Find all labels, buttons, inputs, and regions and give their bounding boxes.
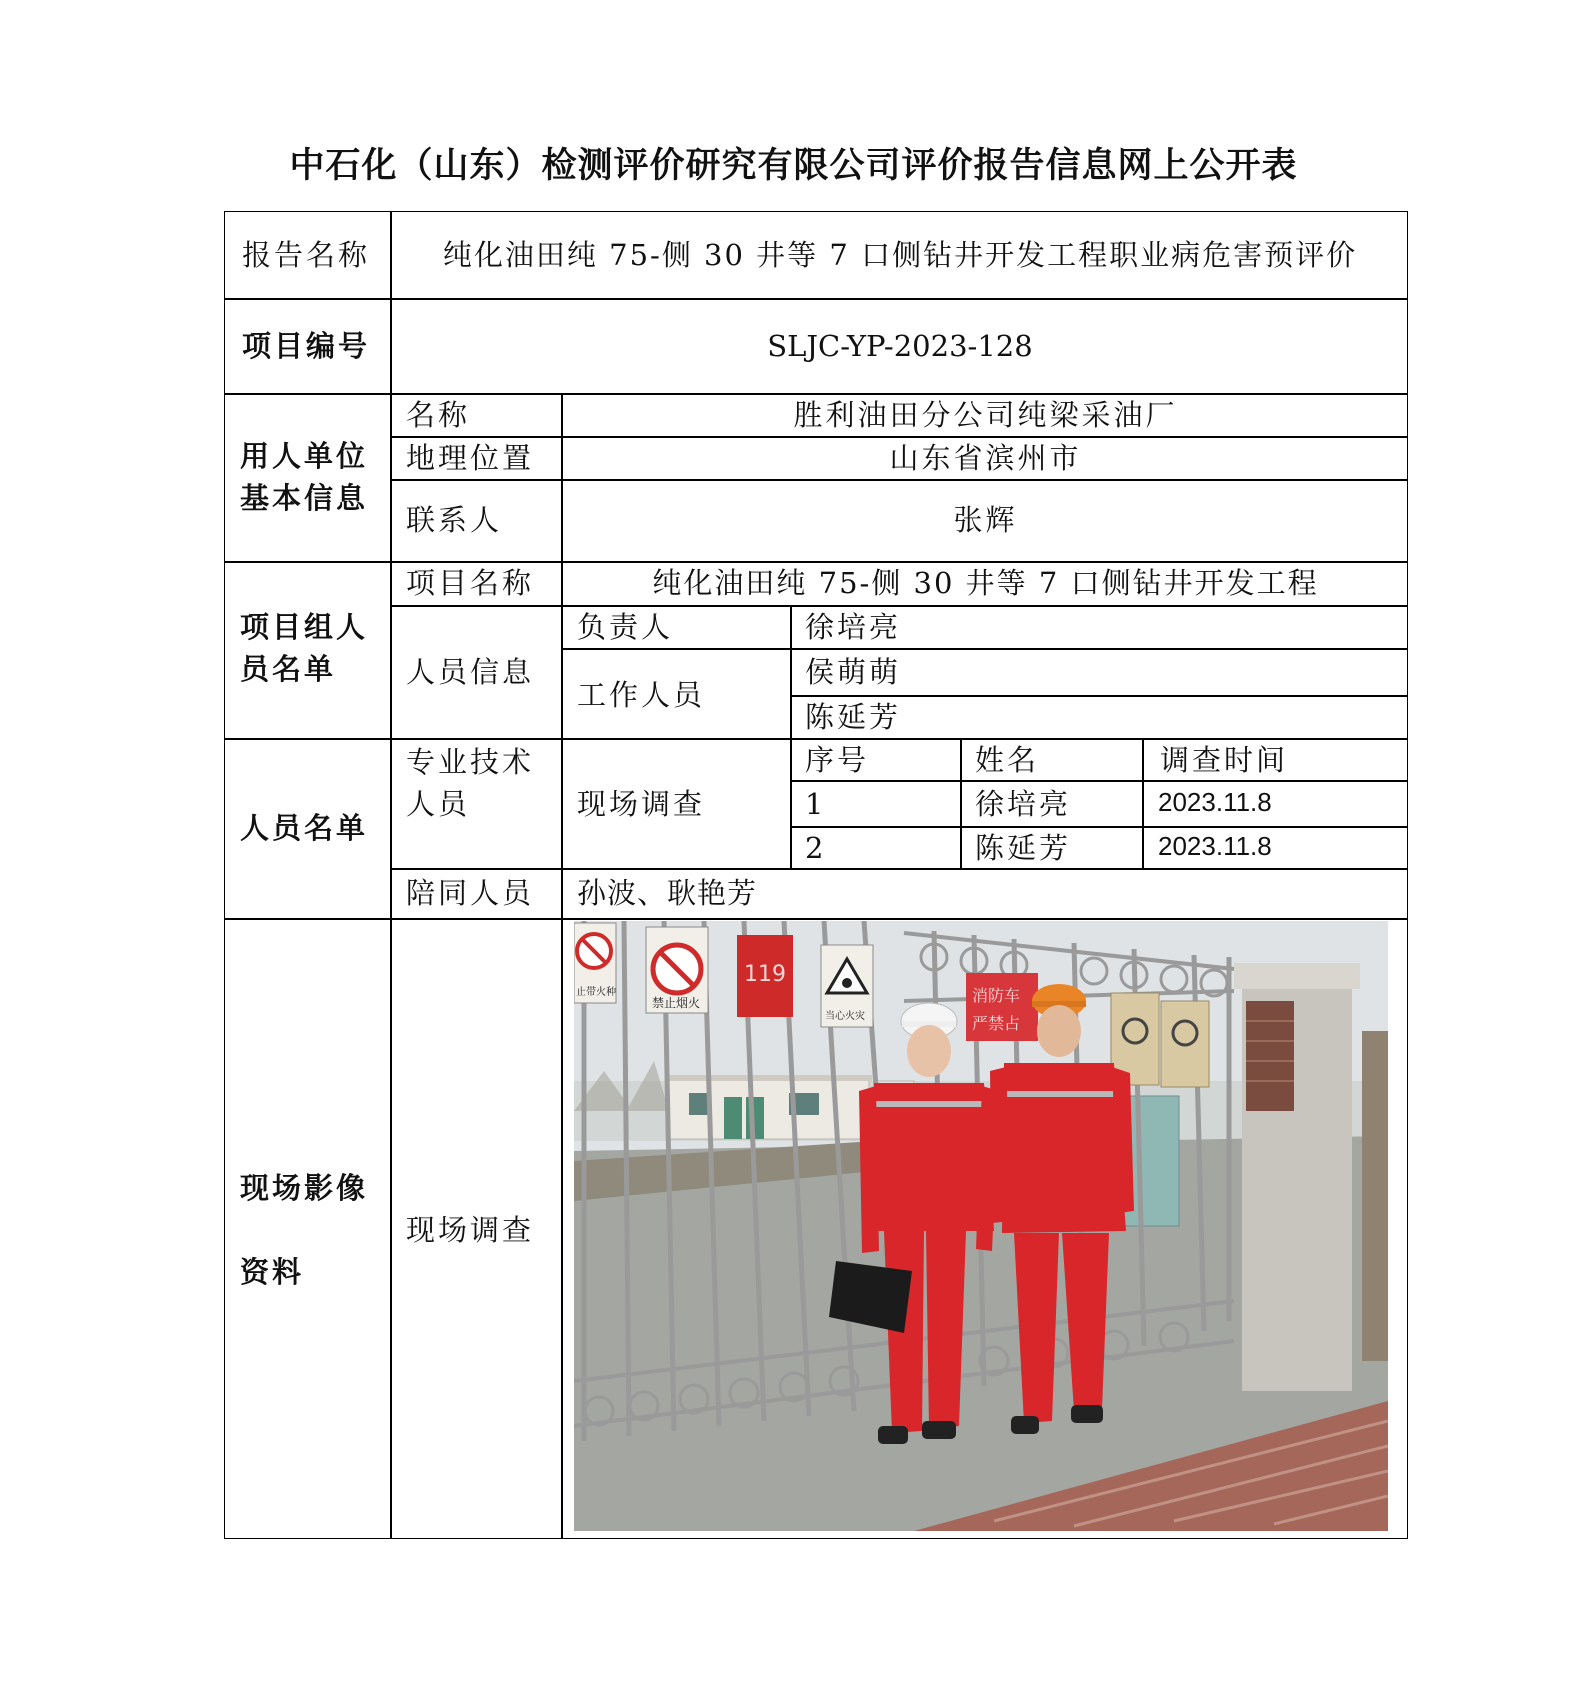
workers-label: 工作人员 bbox=[577, 678, 706, 712]
employer-contact-value: 张辉 bbox=[953, 503, 1018, 537]
tech-staff-label: 专业技术 bbox=[406, 745, 535, 779]
team-label: 项目组人 bbox=[240, 610, 369, 644]
survey-row-no: 2 bbox=[805, 831, 827, 865]
sign-label: 止带火种 bbox=[576, 987, 616, 998]
employer-location-value: 山东省滨州市 bbox=[889, 441, 1082, 475]
col-header-no: 序号 bbox=[805, 743, 870, 777]
sign-label: 119 bbox=[744, 962, 786, 987]
col-header-time: 调查时间 bbox=[1160, 743, 1289, 777]
row-line bbox=[224, 918, 1408, 920]
sign-label: 严禁占 bbox=[972, 1014, 1021, 1033]
tech-staff-label: 人员 bbox=[406, 787, 471, 821]
employer-label: 基本信息 bbox=[240, 481, 369, 515]
accompany-value: 孙波、耿艳芳 bbox=[577, 876, 758, 910]
col-line bbox=[960, 738, 962, 868]
col-header-name: 姓名 bbox=[975, 743, 1040, 777]
row-line bbox=[561, 648, 1408, 650]
worker-name: 陈延芳 bbox=[805, 700, 902, 734]
employer-contact-label: 联系人 bbox=[406, 503, 503, 537]
media-label: 资料 bbox=[240, 1255, 305, 1289]
site-photo bbox=[574, 921, 1388, 1531]
employer-location-label: 地理位置 bbox=[406, 441, 535, 475]
survey-label: 现场调查 bbox=[577, 787, 706, 821]
lead-label: 负责人 bbox=[577, 610, 674, 644]
survey-row-time: 2023.11.8 bbox=[1158, 831, 1272, 861]
personnel-label: 人员名单 bbox=[240, 811, 369, 845]
page-title: 中石化（山东）检测评价研究有限公司评价报告信息网上公开表 bbox=[289, 146, 1298, 186]
employer-name-label: 名称 bbox=[406, 398, 471, 432]
survey-row-no: 1 bbox=[805, 787, 827, 821]
row-line bbox=[390, 479, 1408, 481]
lead-value: 徐培亮 bbox=[805, 610, 902, 644]
row-line bbox=[790, 826, 1408, 828]
employer-name-value: 胜利油田分公司纯梁采油厂 bbox=[793, 398, 1178, 432]
col-line bbox=[790, 605, 792, 868]
team-label: 员名单 bbox=[240, 652, 337, 686]
sign-label: 消防车 bbox=[972, 986, 1021, 1005]
media-survey-label: 现场调查 bbox=[406, 1213, 535, 1247]
report-name-label: 报告名称 bbox=[242, 238, 371, 272]
team-project-name-label: 项目名称 bbox=[406, 566, 535, 600]
staff-info-label: 人员信息 bbox=[406, 655, 535, 689]
media-label: 现场影像 bbox=[240, 1171, 369, 1205]
sign-label: 禁止烟火 bbox=[652, 996, 701, 1010]
col-line bbox=[1142, 738, 1144, 868]
employer-label: 用人单位 bbox=[240, 439, 369, 473]
project-no-value: SLJC-YP-2023-128 bbox=[767, 329, 1033, 363]
accompany-label: 陪同人员 bbox=[406, 876, 535, 910]
team-project-name-value: 纯化油田纯 75-侧 30 井等 7 口侧钻井开发工程 bbox=[652, 566, 1319, 600]
row-line bbox=[390, 868, 1408, 870]
survey-row-name: 陈延芳 bbox=[975, 831, 1072, 865]
row-line bbox=[224, 298, 1408, 300]
sign-label: 当心火灾 bbox=[825, 1011, 865, 1022]
col-line bbox=[390, 211, 392, 1539]
survey-row-time: 2023.11.8 bbox=[1158, 787, 1272, 817]
row-line bbox=[790, 780, 1408, 782]
worker-name: 侯萌萌 bbox=[805, 655, 902, 689]
report-name-value: 纯化油田纯 75-侧 30 井等 7 口侧钻井开发工程职业病危害预评价 bbox=[442, 238, 1358, 272]
survey-row-name: 徐培亮 bbox=[975, 787, 1072, 821]
project-no-label: 项目编号 bbox=[242, 329, 371, 363]
